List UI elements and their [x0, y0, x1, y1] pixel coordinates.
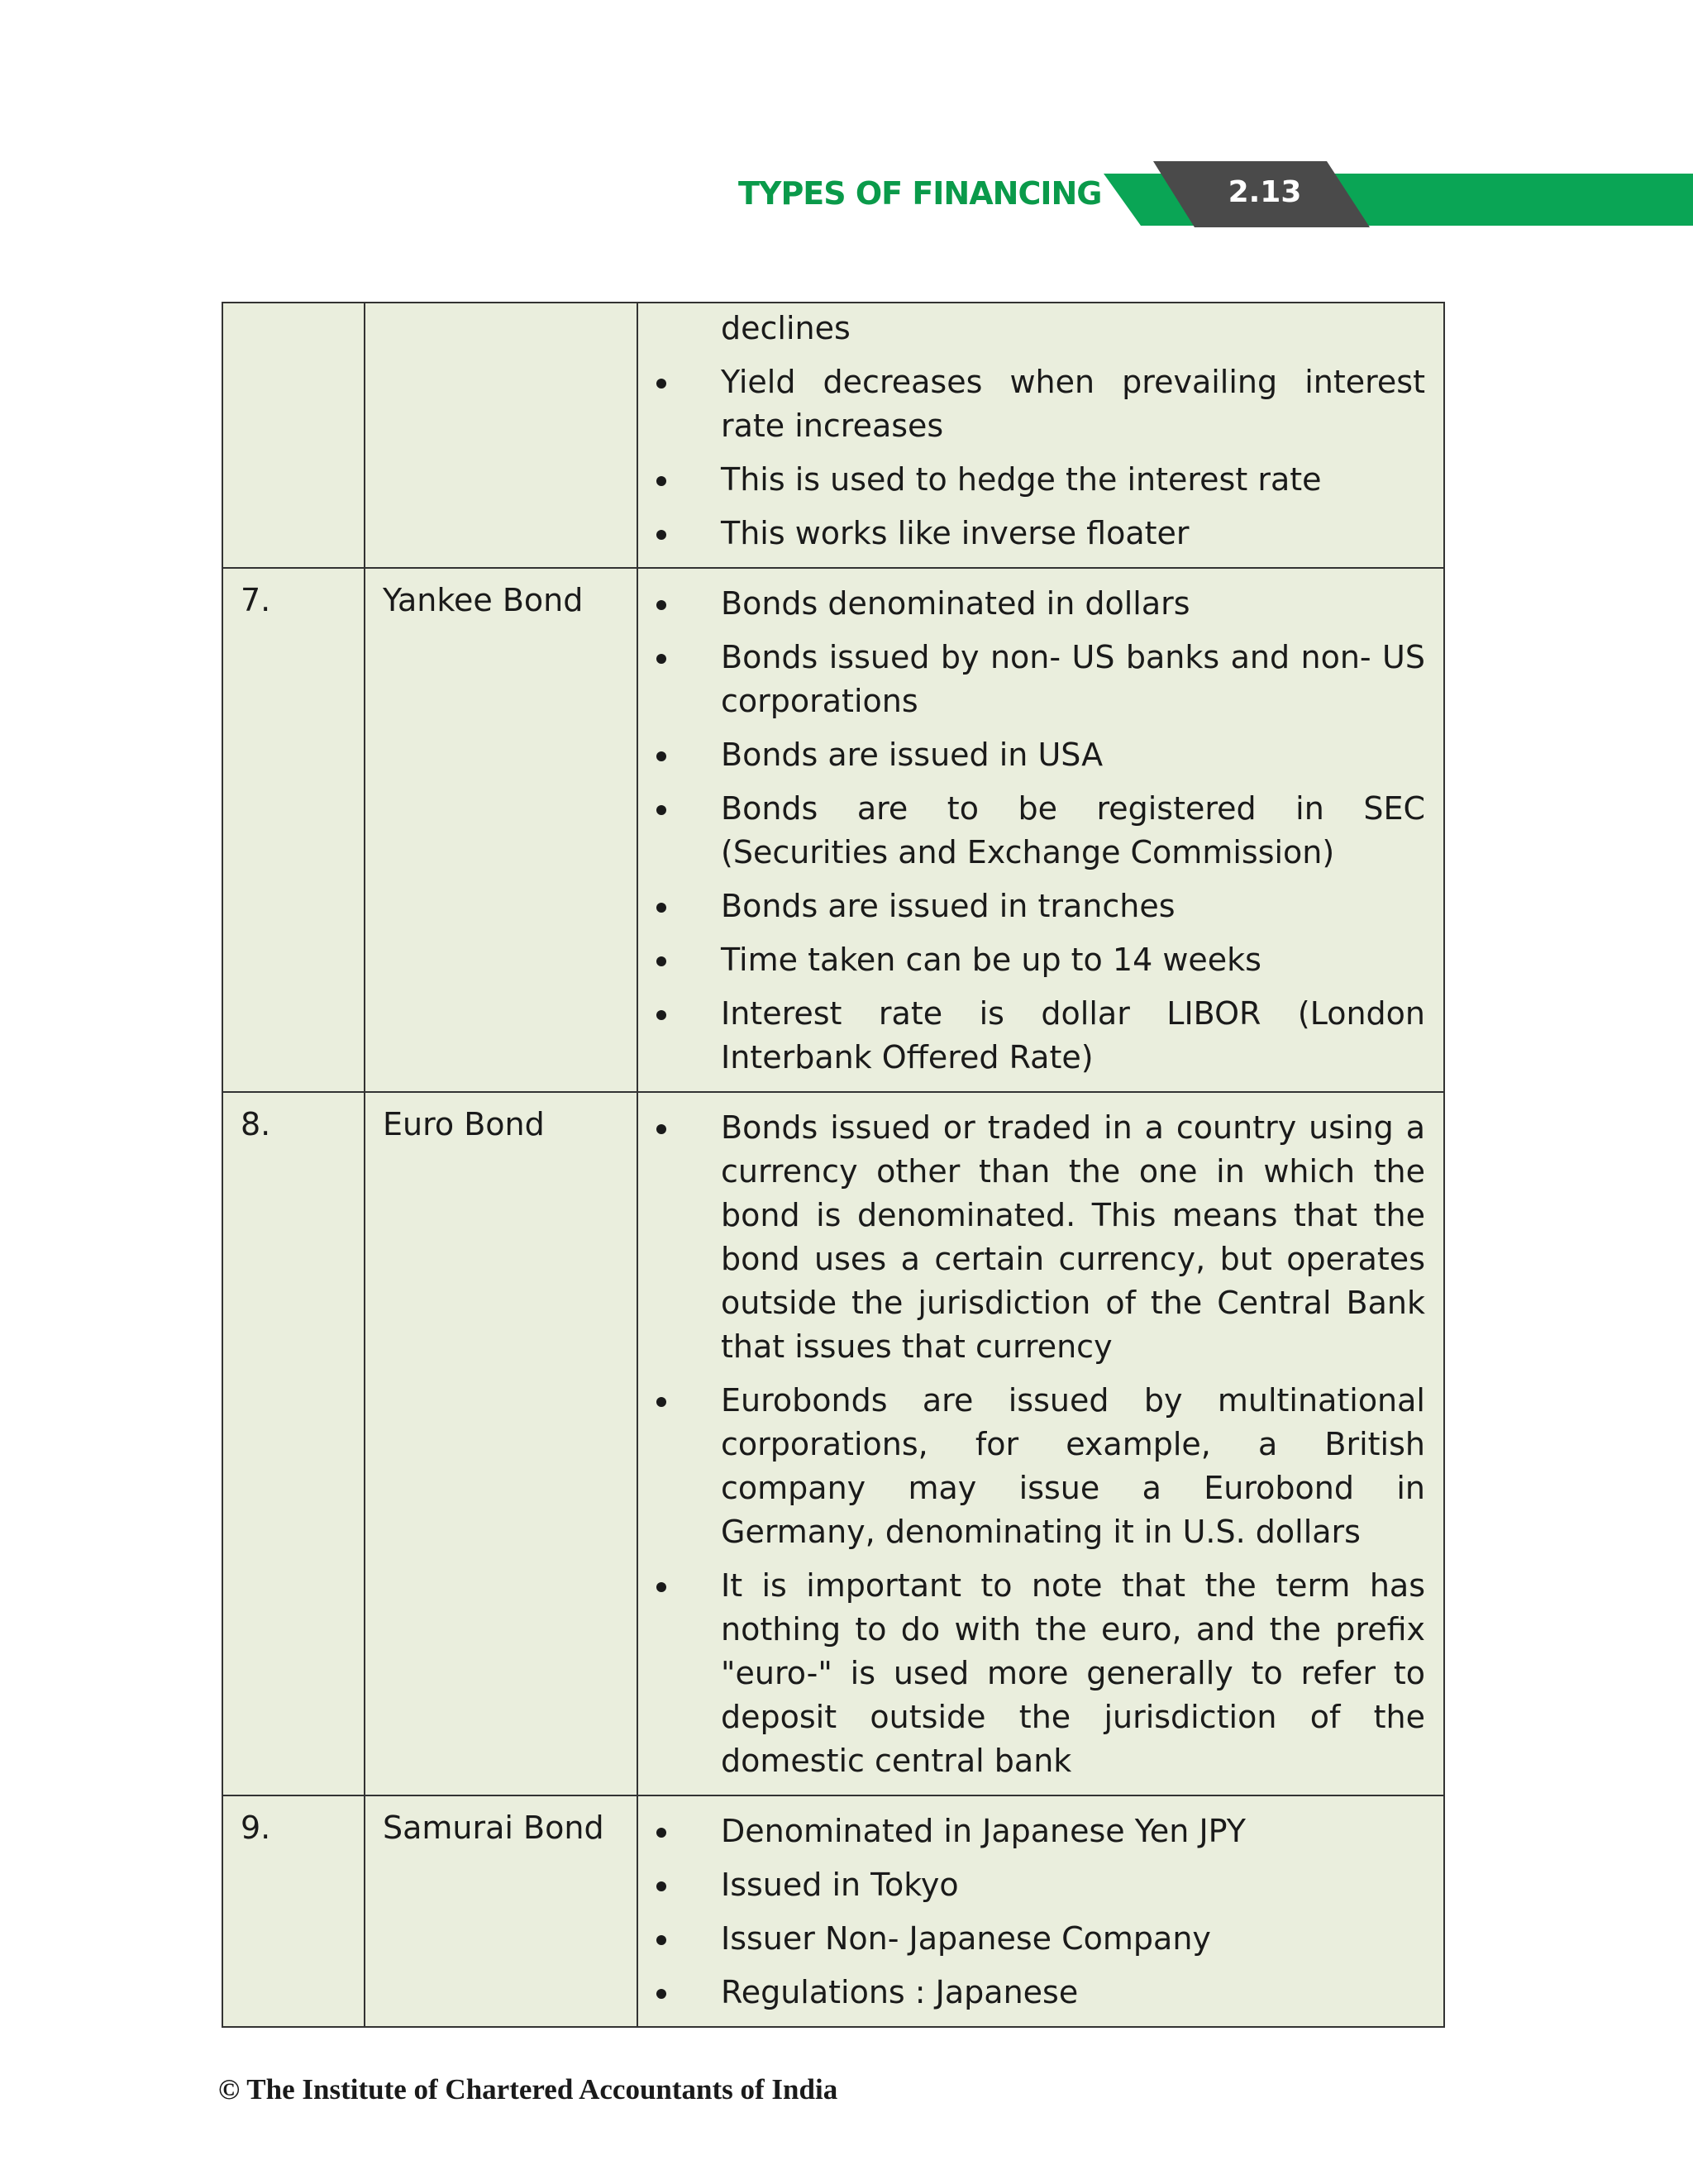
cell-name: Samurai Bond — [365, 1795, 637, 2027]
bullet-list — [638, 360, 1425, 556]
list-item-text: Bonds issued by non- US banks and non- US corporations — [721, 639, 1425, 719]
table-row — [222, 1092, 1444, 1795]
bullet-icon — [656, 1881, 666, 1891]
cell-features — [637, 1092, 1444, 1795]
list-item-text: Bonds are issued in tranches — [721, 888, 1176, 924]
list-item — [638, 1863, 1425, 1907]
cell-features — [637, 303, 1444, 568]
bullet-icon — [656, 1935, 666, 1945]
list-item — [638, 938, 1425, 982]
cell-name: Euro Bond — [365, 1092, 637, 1795]
cell-features — [637, 568, 1444, 1092]
list-item — [638, 1106, 1425, 1369]
table-row-continuation — [222, 303, 1444, 568]
list-item — [638, 1564, 1425, 1783]
bullet-icon — [656, 1010, 666, 1020]
bullet-icon — [656, 1828, 666, 1838]
list-item-text: Bonds issued or traded in a country using a currency other than the one in which the bond is denominated. This means that the bond uses a certain currency, but operates outside the jurisdiction of the Central Bank that issues that currency — [721, 1109, 1425, 1365]
list-item-text: Bonds denominated in dollars — [721, 585, 1190, 622]
cell-name — [365, 303, 637, 568]
list-item-text: Issuer Non- Japanese Company — [721, 1920, 1211, 1957]
cell-name: Yankee Bond — [365, 568, 637, 1092]
bullet-icon — [656, 379, 666, 389]
list-item-text: Interest rate is dollar LIBOR (London Interbank Offered Rate) — [721, 995, 1425, 1075]
bullet-icon — [656, 956, 666, 966]
list-item — [638, 458, 1425, 502]
cell-number — [222, 303, 365, 568]
list-item-text: Time taken can be up to 14 weeks — [721, 942, 1261, 978]
bullet-icon — [656, 1582, 666, 1592]
bullet-icon — [656, 1989, 666, 1999]
list-item-text: Bonds are to be registered in SEC (Securities and Exchange Commission) — [721, 790, 1425, 870]
cell-features — [637, 1795, 1444, 2027]
list-item — [638, 1917, 1425, 1961]
list-item — [638, 1810, 1425, 1853]
list-item-text: Yield decreases when prevailing interest rate increases — [721, 364, 1425, 444]
bullet-icon — [656, 530, 666, 540]
bullet-list — [638, 582, 1425, 1080]
bullet-list — [638, 1106, 1425, 1783]
bond-types-table — [222, 302, 1445, 2028]
header-banner — [1104, 161, 1693, 236]
bullet-icon — [656, 1124, 666, 1134]
list-item-text: This works like inverse floater — [721, 515, 1190, 551]
page-number: 2.13 — [1228, 175, 1302, 209]
table-row — [222, 568, 1444, 1092]
list-item-text: Issued in Tokyo — [721, 1867, 959, 1903]
section-title: TYPES OF FINANCING — [738, 175, 1102, 212]
list-item — [638, 636, 1425, 723]
list-item — [638, 1379, 1425, 1554]
list-item — [638, 512, 1425, 556]
bullet-list — [638, 1810, 1425, 2015]
bullet-icon — [656, 805, 666, 815]
list-item — [638, 1971, 1425, 2015]
copyright-footer: © The Institute of Chartered Accountants of India — [218, 2073, 838, 2105]
bullet-icon — [656, 476, 666, 486]
table-row — [222, 1795, 1444, 2027]
list-item — [638, 885, 1425, 928]
list-item — [638, 733, 1425, 777]
list-item-text: Denominated in Japanese Yen JPY — [721, 1813, 1246, 1849]
list-item — [638, 360, 1425, 448]
cell-number: 8. — [222, 1092, 365, 1795]
list-item — [638, 582, 1425, 626]
list-item-text: This is used to hedge the interest rate — [721, 461, 1322, 498]
bullet-icon — [656, 654, 666, 664]
bullet-icon — [656, 903, 666, 913]
cell-number: 9. — [222, 1795, 365, 2027]
list-item — [638, 992, 1425, 1080]
list-item-text: Eurobonds are issued by multinational corporations, for example, a British company may issue a Eurobond in Germany, denominating it in U.S. dollars — [721, 1382, 1425, 1550]
list-item — [638, 787, 1425, 875]
list-item-text: Regulations : Japanese — [721, 1974, 1079, 2010]
bullet-icon — [656, 751, 666, 761]
bullet-icon — [656, 1397, 666, 1407]
continuation-text: declines — [721, 310, 851, 346]
bullet-icon — [656, 600, 666, 610]
list-item-text: It is important to note that the term has nothing to do with the euro, and the prefix "euro-" is used more generally to refer to deposit outside the jurisdiction of the domestic central bank — [721, 1567, 1425, 1779]
cell-number: 7. — [222, 568, 365, 1092]
list-item-text: Bonds are issued in USA — [721, 737, 1104, 773]
